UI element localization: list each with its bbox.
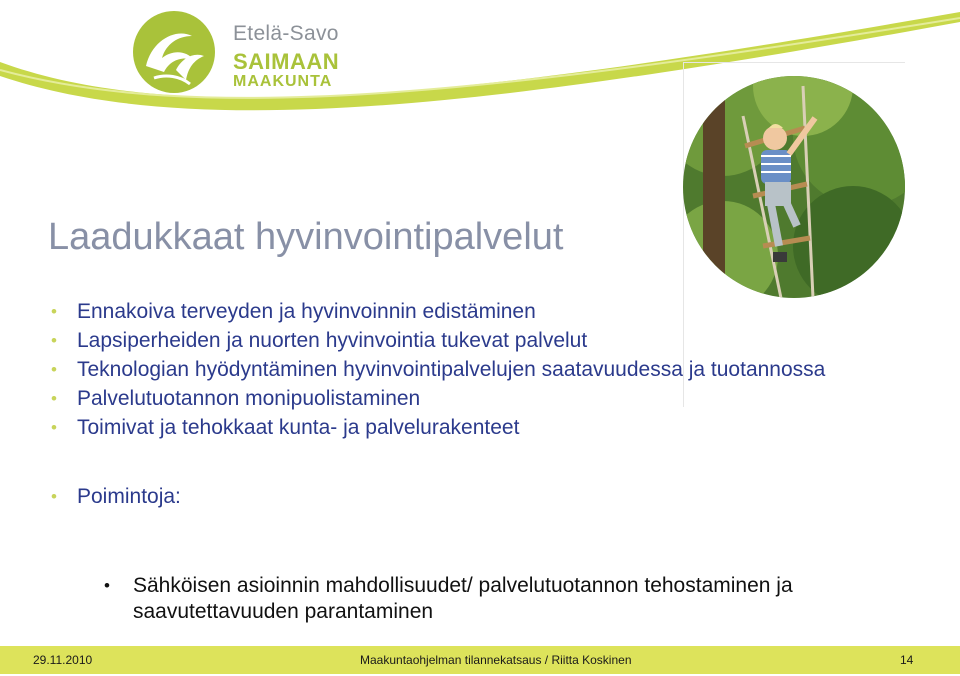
footer-date: 29.11.2010: [33, 653, 93, 667]
logo: [132, 10, 362, 95]
bullet-item: • Palvelutuotannon monipuolistaminen: [48, 384, 888, 413]
bullet-item: • Toimivat ja tehokkaat kunta- ja palvelurakenteet: [48, 413, 888, 442]
bullet-item: • Lapsiperheiden ja nuorten hyvinvointia tukevat palvelut: [48, 326, 888, 355]
bullet-item: • Teknologian hyödyntäminen hyvinvointipalvelujen saatavuudessa ja tuotannossa: [48, 355, 888, 384]
leaf-swirl-icon: [132, 10, 216, 94]
logo-region-text: Etelä-Savo: [233, 22, 339, 45]
sub-bullet-item: • Sähköisen asioinnin mahdollisuudet/ palvelutuotannon tehostaminen ja saavutettavuuden parantaminen: [104, 573, 904, 625]
photo-frame-line-top: [683, 62, 905, 63]
logo-name-line2: MAAKUNTA: [233, 73, 333, 90]
bullet-item: • Poimintoja:: [48, 482, 888, 511]
bullet-item: • Ennakoiva terveyden ja hyvinvoinnin edistäminen: [48, 297, 888, 326]
footer-page-number: 14: [900, 653, 914, 667]
bullet-list: [48, 297, 888, 511]
footer-bar: [0, 646, 960, 674]
sub-bullet-list: [104, 573, 904, 625]
child-on-rope-ladder-photo: [683, 76, 905, 298]
slide-title: Laadukkaat hyvinvointipalvelut: [48, 216, 564, 258]
footer-presentation-title: Maakuntaohjelman tilannekatsaus / Riitta Koskinen: [360, 653, 632, 667]
logo-name-line1: SAIMAAN: [233, 49, 340, 74]
